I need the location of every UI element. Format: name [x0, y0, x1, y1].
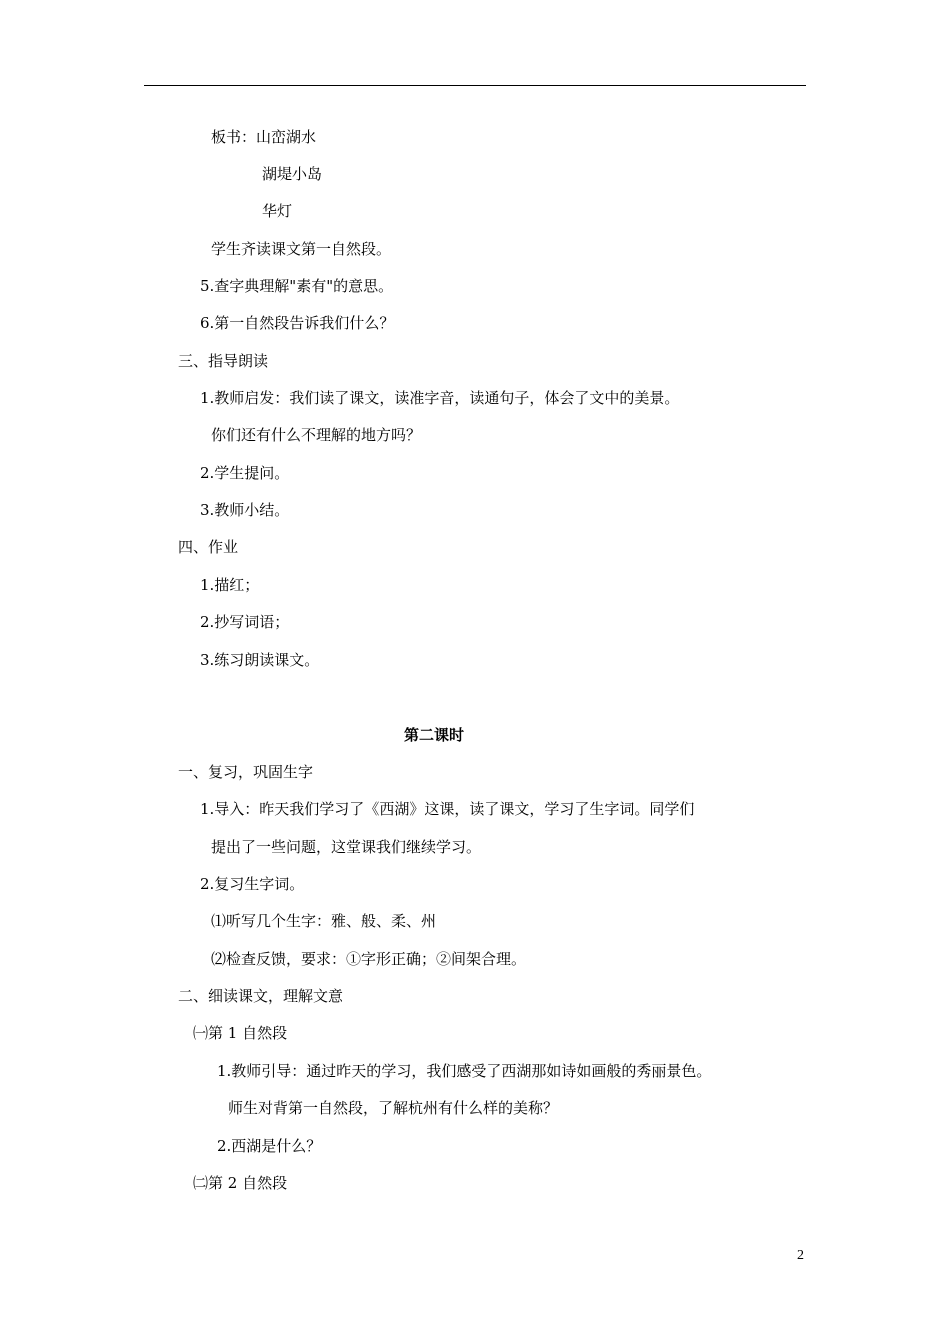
board-writing-line-1: 板书：山峦湖水 [211, 128, 317, 146]
subsection-heading: ㈠第 1 自然段 [193, 1024, 288, 1042]
page-number: 2 [797, 1248, 804, 1263]
text-line: 学生齐读课文第一自然段。 [211, 240, 392, 258]
section-heading: 二、细读课文，理解文意 [178, 987, 344, 1005]
text-line: 你们还有什么不理解的地方吗？ [211, 426, 422, 444]
text-line: 3.练习朗读课文。 [200, 651, 320, 669]
text-line: ⑵检查反馈，要求：①字形正确；②间架合理。 [211, 950, 527, 968]
section-heading: 一、复习，巩固生字 [178, 763, 314, 781]
text-line: 提出了一些问题，这堂课我们继续学习。 [211, 838, 482, 856]
text-line: 6.第一自然段告诉我们什么？ [200, 314, 395, 332]
text-line: 1.导入：昨天我们学习了《西湖》这课，读了课文，学习了生字词。同学们 [200, 800, 695, 818]
board-writing-line-2: 湖堤小岛 [262, 165, 323, 183]
lesson-title: 第二课时 [404, 726, 465, 744]
text-line: ⑴听写几个生字：雅、般、柔、州 [211, 912, 437, 930]
text-line: 2.复习生字词。 [200, 875, 305, 893]
text-line: 2.抄写词语； [200, 613, 290, 631]
text-line: 1.教师启发：我们读了课文，读准字音，读通句子，体会了文中的美景。 [200, 389, 680, 407]
subsection-heading: ㈡第 2 自然段 [193, 1174, 288, 1192]
text-line: 1.描红； [200, 576, 260, 594]
section-heading: 三、指导朗读 [178, 352, 269, 370]
text-line: 2.西湖是什么？ [217, 1137, 322, 1155]
text-line: 1.教师引导：通过昨天的学习，我们感受了西湖那如诗如画般的秀丽景色。 [217, 1062, 712, 1080]
section-heading: 四、作业 [178, 538, 239, 556]
header-rule [144, 85, 806, 86]
text-line: 2.学生提问。 [200, 464, 290, 482]
text-line: 师生对背第一自然段，了解杭州有什么样的美称？ [228, 1099, 559, 1117]
text-line: 5.查字典理解"素有"的意思。 [200, 277, 394, 295]
text-line: 3.教师小结。 [200, 501, 290, 519]
board-writing-line-3: 华灯 [262, 202, 293, 220]
